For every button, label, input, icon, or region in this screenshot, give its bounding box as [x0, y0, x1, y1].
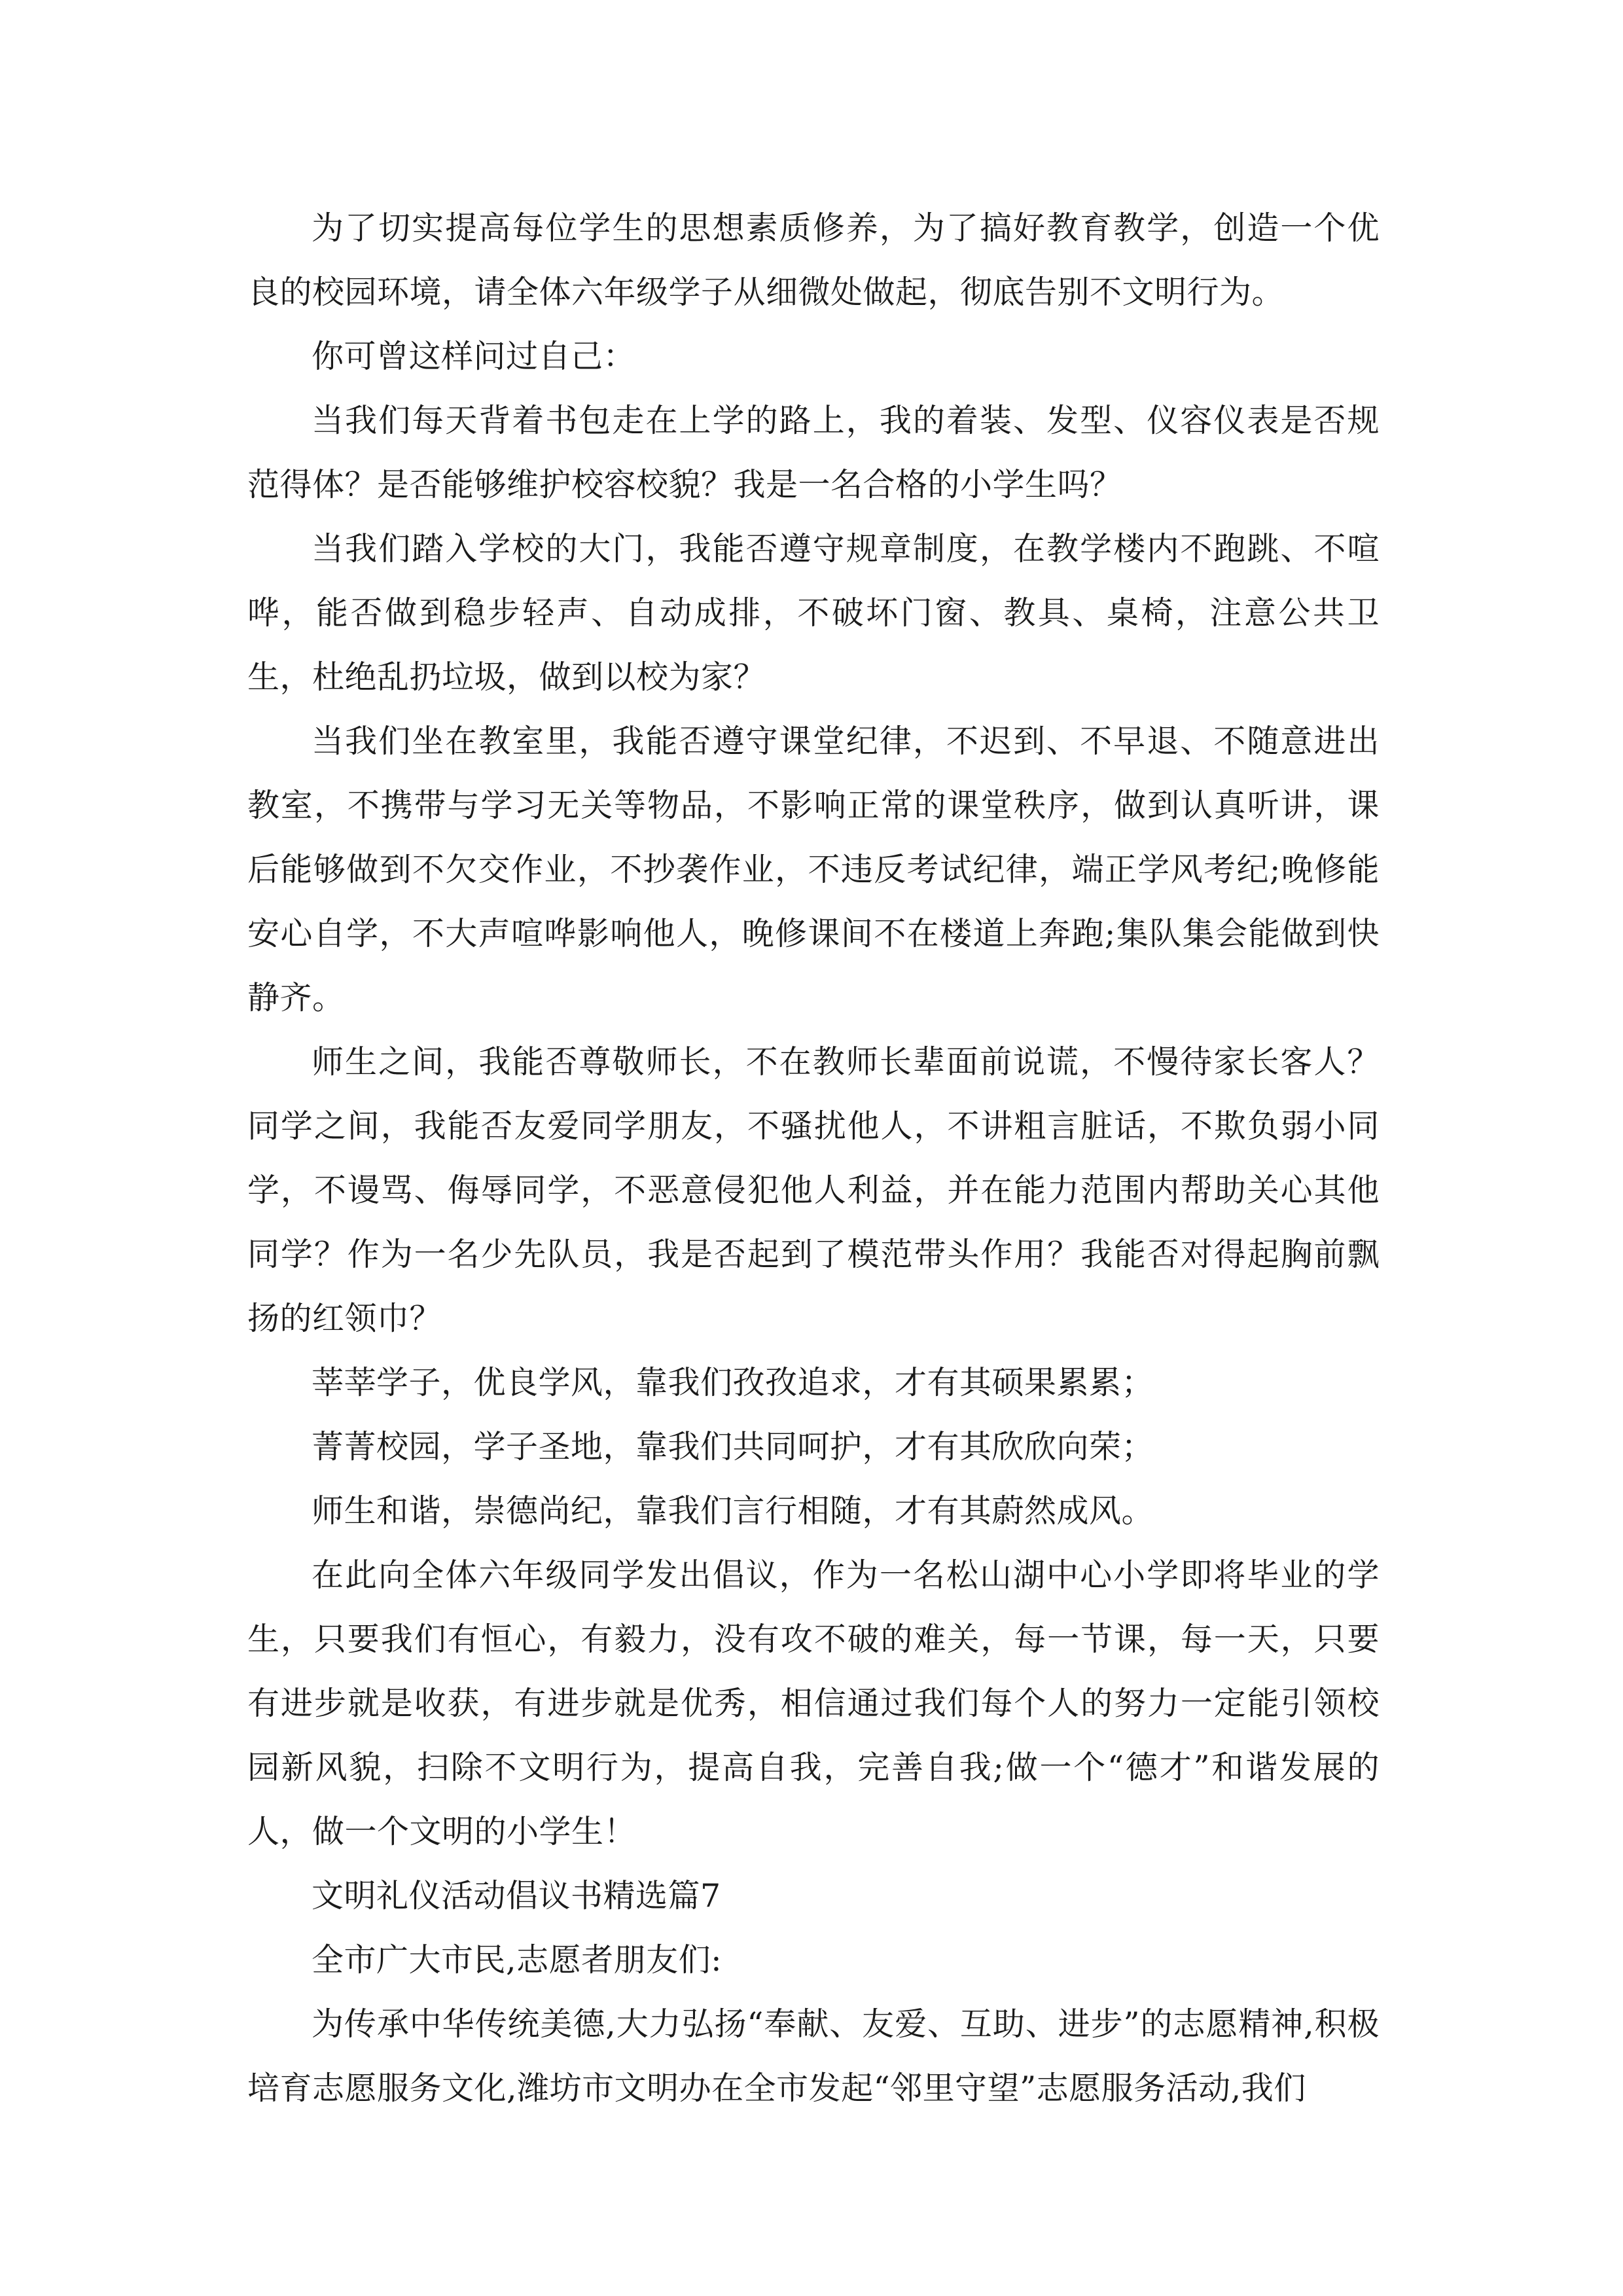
paragraph: 菁菁校园，学子圣地，靠我们共同呵护，才有其欣欣向荣；: [312, 1428, 1154, 1465]
paragraph: 为了切实提高每位学生的思想素质修养，为了搞好教育教学，创造一个优良的校园环境，请全体六年级学子从细微处做起，彻底告别不文明行为。: [247, 209, 1380, 311]
salutation: 全市广大市民,志愿者朋友们:: [312, 1941, 722, 1979]
paragraph: 当我们踏入学校的大门，我能否遵守规章制度，在教学楼内不跑跳、不喧哗，能否做到稳步轻声、自动成排，不破坏门窗、教具、桌椅，注意公共卫生，杜绝乱扔垃圾，做到以校为家？: [247, 530, 1380, 696]
paragraph: 在此向全体六年级同学发出倡议，作为一名松山湖中心小学即将毕业的学生，只要我们有恒心，有毅力，没有攻不破的难关，每一节课，每一天，只要有进步就是收获，有进步就是优秀，相信通过我们每个人的努力一定能引领校园新风貌，扫除不文明行为，提高自我，完善自我;做一个“德才”和谐发展的人，做一个文明的小学生！: [247, 1556, 1380, 1850]
section-heading: 文明礼仪活动倡议书精选篇7: [312, 1877, 721, 1914]
paragraph: 为传承中华传统美德,大力弘扬“奉献、友爱、互助、进步”的志愿精神,积极培育志愿服务文化,潍坊市文明办在全市发起“邻里守望”志愿服务活动,我们: [247, 2005, 1380, 2107]
document-body: [247, 196, 1380, 2121]
paragraph: 当我们每天背着书包走在上学的路上，我的着装、发型、仪容仪表是否规范得体？是否能够维护校容校貌？我是一名合格的小学生吗？: [247, 402, 1380, 503]
paragraph: 莘莘学子，优良学风，靠我们孜孜追求，才有其硕果累累；: [312, 1364, 1154, 1401]
paragraph: 师生之间，我能否尊敬师长，不在教师长辈面前说谎，不慢待家长客人？同学之间，我能否友爱同学朋友，不骚扰他人，不讲粗言脏话，不欺负弱小同学，不谩骂、侮辱同学，不恶意侵犯他人利益，并在能力范围内帮助关心其他同学？作为一名少先队员，我是否起到了模范带头作用？我能否对得起胸前飘扬的红领巾？: [247, 1043, 1380, 1337]
paragraph: 你可曾这样问过自己：: [312, 338, 636, 375]
paragraph: 当我们坐在教室里，我能否遵守课堂纪律，不迟到、不早退、不随意进出教室，不携带与学习无关等物品，不影响正常的课堂秩序，做到认真听讲，课后能够做到不欠交作业，不抄袭作业，不违反考试纪律，端正学风考纪;晚修能安心自学，不大声喧哗影响他人，晚修课间不在楼道上奔跑;集队集会能做到快静齐。: [247, 723, 1380, 1016]
paragraph: 师生和谐，崇德尚纪，靠我们言行相随，才有其蔚然成风。: [312, 1492, 1154, 1530]
